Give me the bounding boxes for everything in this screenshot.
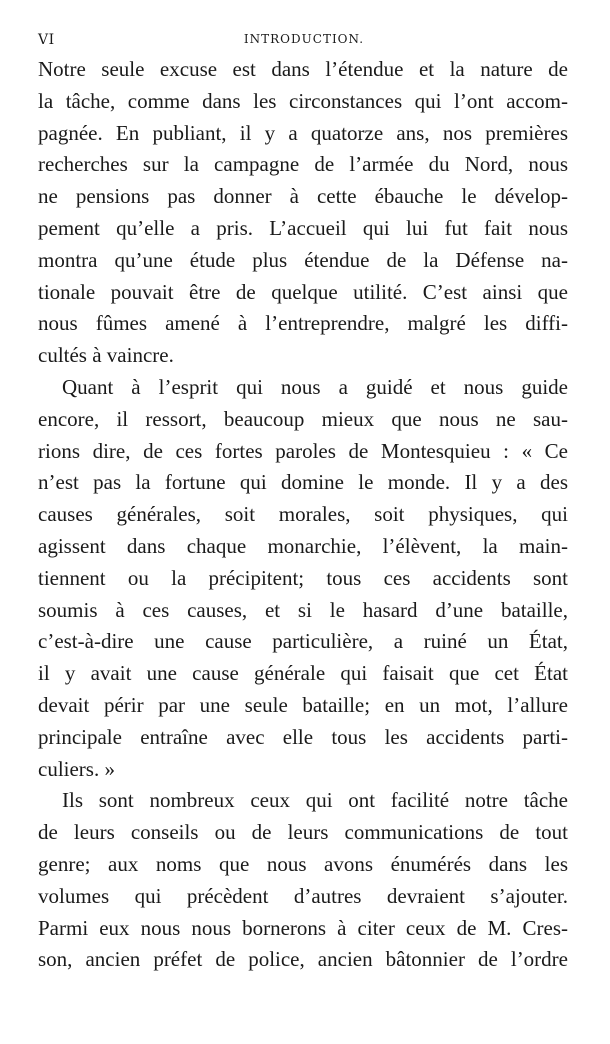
running-title: INTRODUCTION.: [243, 32, 365, 46]
page-header: [38, 32, 570, 54]
text-line: soumis à ces causes, et si le hasard d’une bataille,: [38, 597, 568, 622]
text-line: tiennent ou la précipitent; tous ces accidents sont: [38, 565, 568, 590]
text-line: genre; aux noms que nous avons énumérés dans les: [38, 851, 568, 876]
text-line: cultés à vaincre.: [38, 343, 174, 368]
text-line: causes générales, soit morales, soit physiques, qui: [38, 502, 568, 527]
text-line: ne pensions pas donner à cette ébauche le dévelop-: [38, 184, 568, 209]
paragraph-2: [38, 372, 568, 785]
text-line: rions dire, de ces fortes paroles de Montesquieu : « Ce: [38, 438, 568, 463]
text-line: Quant à l’esprit qui nous a guidé et nous guide: [62, 374, 568, 399]
text-line: son, ancien préfet de police, ancien bâtonnier de l’ordre: [38, 947, 568, 972]
text-line: pagnée. En publiant, il y a quatorze ans, nos premières: [38, 120, 568, 145]
text-line: tionale pouvait être de quelque utilité. C’est ainsi que: [38, 279, 568, 304]
text-line: volumes qui précèdent d’autres devraient s’ajouter.: [38, 883, 568, 908]
text-line: Parmi eux nous nous bornerons à citer ceux de M. Cres-: [38, 915, 568, 940]
text-line: n’est pas la fortune qui domine le monde. Il y a des: [38, 470, 568, 495]
text-line: nous fûmes amené à l’entreprendre, malgré les diffi-: [38, 311, 568, 336]
page-number: VI: [38, 32, 55, 48]
text-line: recherches sur la campagne de l’armée du Nord, nous: [38, 152, 568, 177]
text-line: culiers. »: [38, 756, 115, 781]
text-line: la tâche, comme dans les circonstances qui l’ont accom-: [38, 88, 568, 113]
text-line: encore, il ressort, beaucoup mieux que nous ne sau-: [38, 406, 568, 431]
text-line: agissent dans chaque monarchie, l’élèvent, la main-: [38, 533, 568, 558]
text-line: principale entraîne avec elle tous les accidents parti-: [38, 724, 568, 749]
text-line: Ils sont nombreux ceux qui ont facilité notre tâche: [62, 788, 568, 813]
text-line: pement qu’elle a pris. L’accueil qui lui fut fait nous: [38, 215, 568, 240]
paragraph-1: [38, 54, 568, 372]
text-line: devait périr par une seule bataille; en un mot, l’allure: [38, 692, 568, 717]
text-line: de leurs conseils ou de leurs communications de tout: [38, 820, 568, 845]
body-text: [38, 54, 568, 976]
text-line: Notre seule excuse est dans l’étendue et la nature de: [38, 57, 568, 81]
text-line: montra qu’une étude plus étendue de la Défense na-: [38, 247, 568, 272]
text-line: c’est-à-dire une cause particulière, a ruiné un État,: [38, 629, 568, 654]
paragraph-3: [38, 785, 568, 976]
text-line: il y avait une cause générale qui faisait que cet État: [38, 661, 568, 686]
